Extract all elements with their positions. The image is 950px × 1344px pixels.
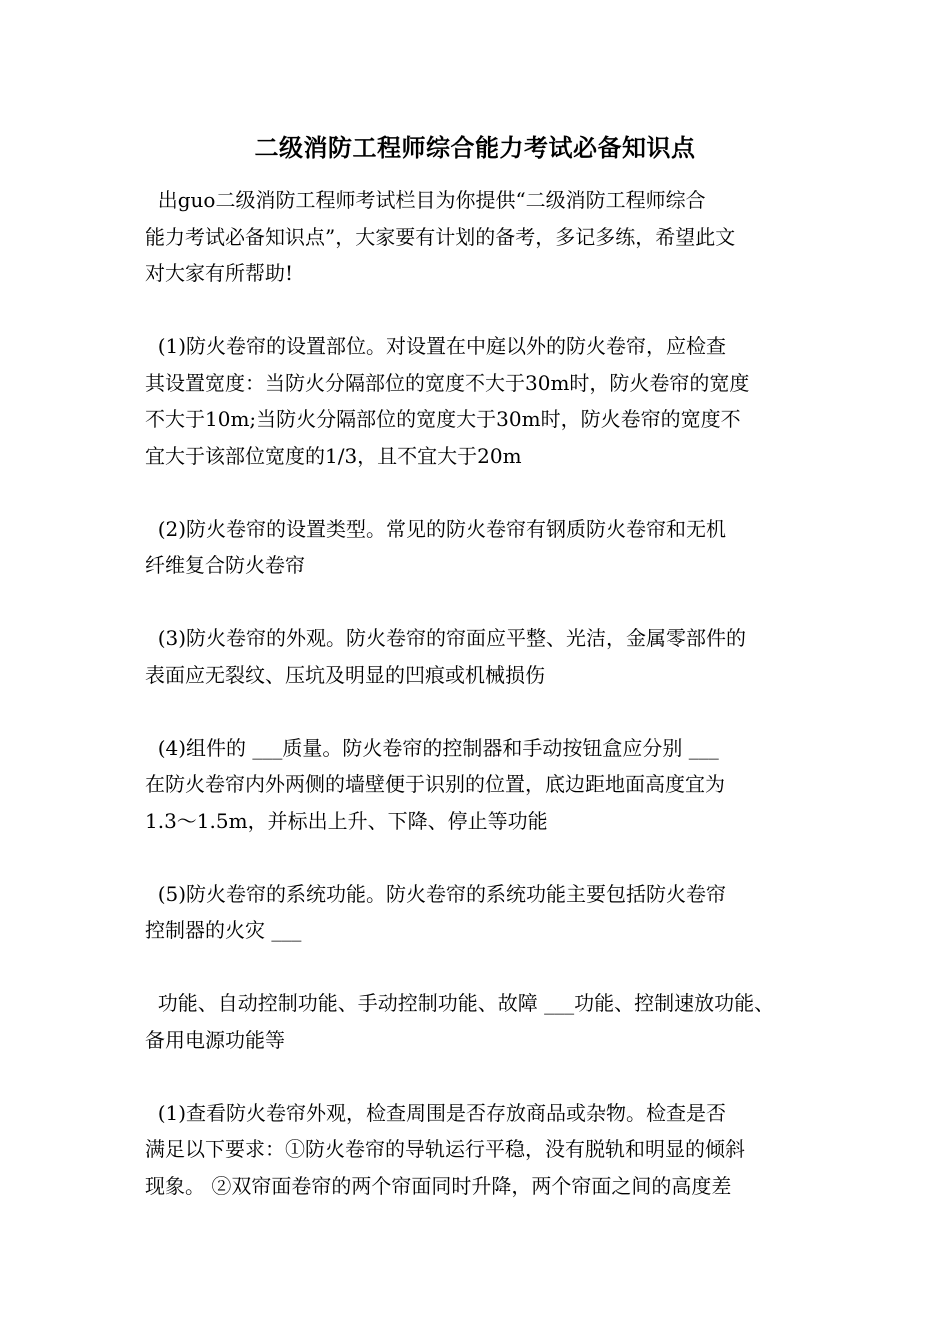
paragraph-spacer [145, 474, 825, 511]
text-line: (2)防火卷帘的设置类型。常见的防火卷帘有钢质防火卷帘和无机 [145, 516, 727, 541]
text-line: 备用电源功能等 [145, 1027, 285, 1052]
text-line: 表面应无裂纹、压坑及明显的凹痕或机械损伤 [145, 662, 545, 687]
text-line: (3)防火卷帘的外观。防火卷帘的帘面应平整、光洁，金属零部件的 [145, 626, 747, 650]
text-line: 控制器的火灾 ___ [145, 918, 302, 942]
text-line: 在防火卷帘内外两侧的墙壁便于识别的位置，底边距地面高度宜为 [145, 772, 725, 796]
text-line: 不大于10m;当防火分隔部位的宽度大于30m时，防火卷帘的宽度不 [145, 407, 741, 431]
text-line: (1)防火卷帘的设置部位。对设置在中庭以外的防火卷帘，应检查 [145, 334, 727, 358]
paragraph-spacer [145, 1058, 825, 1095]
paragraph-spacer [145, 292, 825, 329]
paragraph [145, 985, 825, 1058]
text-line: 满足以下要求：①防火卷帘的导轨运行平稳，没有脱轨和明显的倾斜 [145, 1137, 745, 1161]
text-line: 纤维复合防火卷帘 [145, 553, 305, 577]
paragraph [145, 620, 825, 693]
paragraph [145, 876, 825, 949]
text-line: 能力考试必备知识点”，大家要有计划的备考，多记多练，希望此文 [145, 224, 736, 249]
paragraph [145, 328, 825, 474]
text-line: 出guo二级消防工程师考试栏目为你提供“二级消防工程师综合 [145, 188, 706, 212]
text-line: 现象。 ②双帘面卷帘的两个帘面同时升降，两个帘面之间的高度差 [145, 1173, 732, 1198]
paragraph-spacer [145, 693, 825, 730]
page-title: 二级消防工程师综合能力考试必备知识点 [254, 134, 696, 162]
text-line: 1.3～1.5m，并标出上升、下降、停止等功能 [145, 808, 548, 833]
text-line: (4)组件的 ___质量。防火卷帘的控制器和手动按钮盒应分别 ___ [145, 735, 719, 760]
paragraph [145, 1095, 825, 1205]
text-line: 功能、自动控制功能、手动控制功能、故障 ___功能、控制速放功能、 [145, 991, 775, 1015]
paragraph [145, 730, 825, 840]
paragraph-spacer [145, 839, 825, 876]
document-body [145, 182, 825, 1204]
text-line: (1)查看防火卷帘外观，检查周围是否存放商品或杂物。检查是否 [145, 1100, 727, 1125]
text-line: 对大家有所帮助! [145, 261, 294, 285]
text-line: 宜大于该部位宽度的1/3，且不宜大于20m [145, 443, 522, 468]
paragraph [145, 511, 825, 584]
paragraph-spacer [145, 584, 825, 621]
text-line: 其设置宽度：当防火分隔部位的宽度不大于30m时，防火卷帘的宽度 [145, 370, 750, 395]
paragraph-spacer [145, 949, 825, 986]
paragraph [145, 182, 825, 292]
text-line: (5)防火卷帘的系统功能。防火卷帘的系统功能主要包括防火卷帘 [145, 881, 727, 906]
